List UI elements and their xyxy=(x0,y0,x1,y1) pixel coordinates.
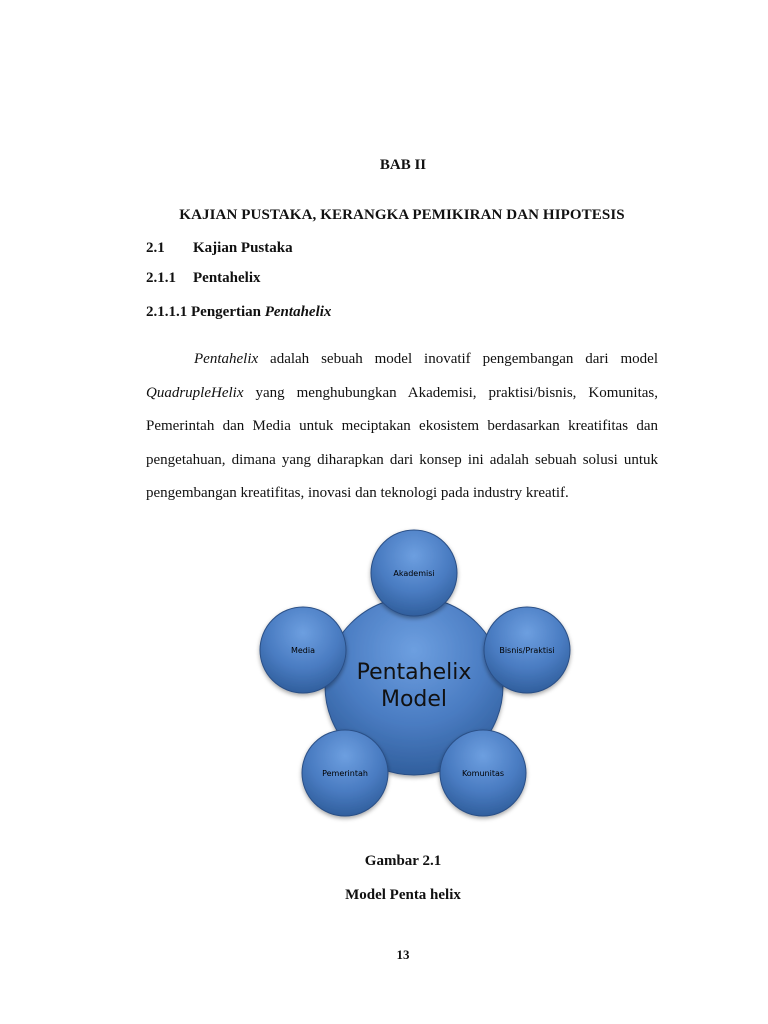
subsection-heading xyxy=(146,270,261,287)
node-pemerintah xyxy=(302,730,388,816)
paragraph-term-quadruplehelix: QuadrupleHelix xyxy=(146,384,244,401)
section-heading xyxy=(146,240,293,257)
paragraph-term-pentahelix: Pentahelix xyxy=(194,351,259,367)
subsubsection-term: Pentahelix xyxy=(264,304,332,320)
node-label-bisnis-praktisi: Bisnis/Praktisi xyxy=(499,646,555,655)
subsubsection-heading xyxy=(146,304,331,321)
page-number: 13 xyxy=(396,947,410,962)
paragraph-text-2: yang menghubungkan Akademisi, praktisi/bisnis, Komunitas, Pemerintah dan Media untuk meciptakan ekosistem berdasarkan kreatifitas dan pengetahuan, dimana yang diharapkan dari konsep ini adalah sebuah solusi untuk pengembangan kreatifitas, inovasi dan teknologi pada industry kreatif. xyxy=(146,384,658,502)
node-komunitas xyxy=(440,730,526,816)
paragraph-text-1: adalah sebuah model inovatif pengembangan dari model xyxy=(258,351,658,367)
node-label-komunitas: Komunitas xyxy=(461,769,505,778)
subsection-title: Pentahelix xyxy=(193,270,261,286)
center-label-line1: Pentahelix xyxy=(356,660,472,685)
subsubsection-prefix: 2.1.1.1 Pengertian xyxy=(146,304,265,320)
subsection-number: 2.1.1 xyxy=(146,270,176,286)
chapter-heading: BAB II xyxy=(379,157,427,173)
node-label-pemerintah: Pemerintah xyxy=(322,769,368,778)
node-akademisi xyxy=(371,530,457,616)
body-paragraph xyxy=(146,343,658,511)
figure-title: Model Penta helix xyxy=(345,887,461,903)
pentahelix-diagram xyxy=(250,525,580,825)
section-number: 2.1 xyxy=(146,240,165,256)
node-label-akademisi: Akademisi xyxy=(393,569,435,578)
center-label-line2: Model xyxy=(380,687,448,712)
node-media xyxy=(260,607,346,693)
figure-number: Gambar 2.1 xyxy=(364,853,442,869)
section-title: Kajian Pustaka xyxy=(193,240,293,256)
chapter-title: KAJIAN PUSTAKA, KERANGKA PEMIKIRAN DAN HIPOTESIS xyxy=(179,207,625,223)
node-label-media: Media xyxy=(290,646,316,655)
node-bisnis-praktisi xyxy=(484,607,570,693)
